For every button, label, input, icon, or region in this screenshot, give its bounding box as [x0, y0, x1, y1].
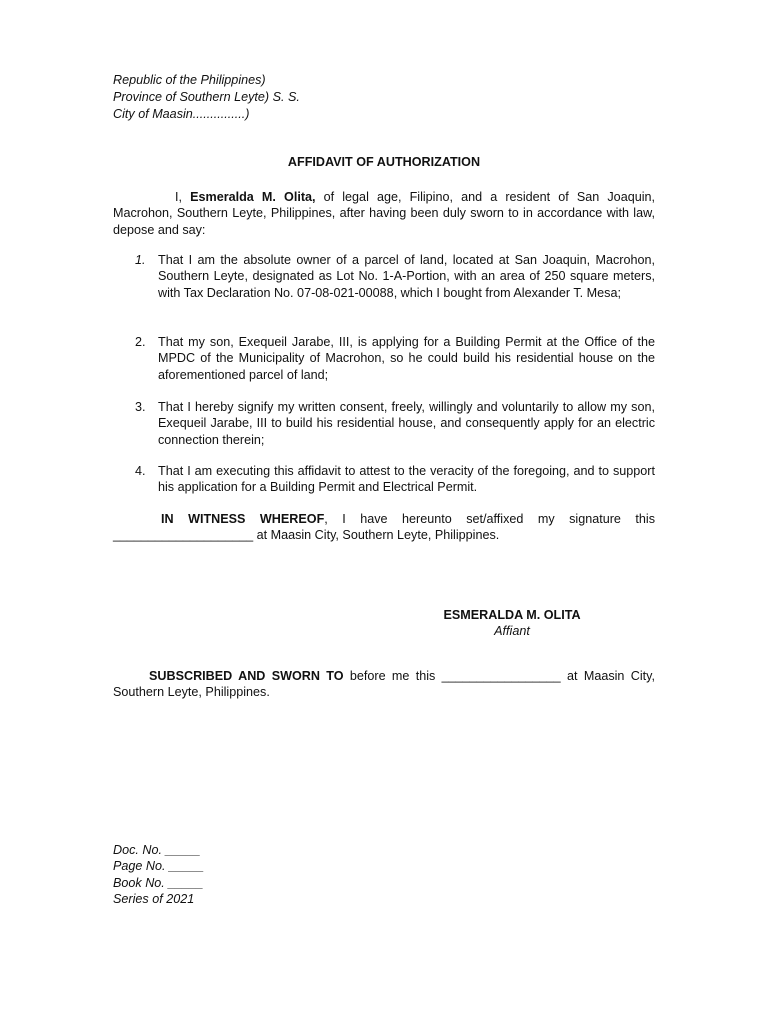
series: Series of 2021	[113, 892, 195, 906]
affiant-name-inline: Esmeralda M. Olita,	[190, 190, 316, 204]
book-no: Book No. _____	[113, 876, 204, 890]
item-text: That I am the absolute owner of a parcel of land, located at San Joaquin, Macrohon, Southern Leyte, designated as Lot No. 1-A-Portion, with an area of 250 square meters, with Tax Declaration No. 07-08-021-00088, which I bought from Alexander T. Mesa;	[158, 253, 655, 300]
doc-no: Doc. No. _____	[113, 843, 201, 857]
intro-rest: of legal age, Filipino, and a resident of San Joaquin, Macrohon, Southern Leyte, Philippines, after having been duly sworn to in accordance with law, depose and say:	[113, 190, 656, 237]
jurat-paragraph	[113, 668, 655, 701]
page-no: Page No. _____	[113, 859, 205, 873]
jurat-rest: before me this _________________ at Maasin City, Southern Leyte, Philippines.	[113, 669, 655, 700]
signature-block	[437, 607, 587, 639]
item-text: That I hereby signify my written consent, freely, willingly and voluntarily to allow my son, Exequeil Jarabe, III to build his residential house, and consequently apply for an electric connection therein;	[158, 400, 655, 447]
witness-lead: IN WITNESS WHEREOF	[161, 512, 325, 526]
caption-province: Province of Southern Leyte) S. S.	[113, 90, 300, 104]
witness-paragraph	[113, 511, 655, 544]
intro-paragraph	[113, 189, 655, 238]
item-number: 3.	[135, 400, 146, 414]
item-number: 2.	[135, 335, 146, 349]
intro-prefix: I,	[175, 190, 191, 204]
item-number: 1.	[135, 253, 146, 267]
signatory-role: Affiant	[494, 624, 530, 638]
caption-city: City of Maasin...............)	[113, 107, 250, 121]
item-text: That I am executing this affidavit to attest to the veracity of the foregoing, and to support his application for a Building Permit and Electrical Permit.	[158, 464, 655, 495]
item-text: That my son, Exequeil Jarabe, III, is applying for a Building Permit at the Office of the MPDC of the Municipality of Macrohon, so he could build his residential house on the aforementioned parcel of land;	[158, 335, 655, 382]
item-number: 4.	[135, 464, 146, 478]
signatory-name: ESMERALDA M. OLITA	[443, 608, 581, 622]
caption-republic: Republic of the Philippines)	[113, 73, 266, 87]
document-title: AFFIDAVIT OF AUTHORIZATION	[287, 155, 481, 169]
witness-rest: , I have hereunto set/affixed my signature this ____________________ at Maasin City, Southern Leyte, Philippines.	[113, 512, 655, 543]
jurat-lead: SUBSCRIBED AND SWORN TO	[149, 669, 344, 683]
